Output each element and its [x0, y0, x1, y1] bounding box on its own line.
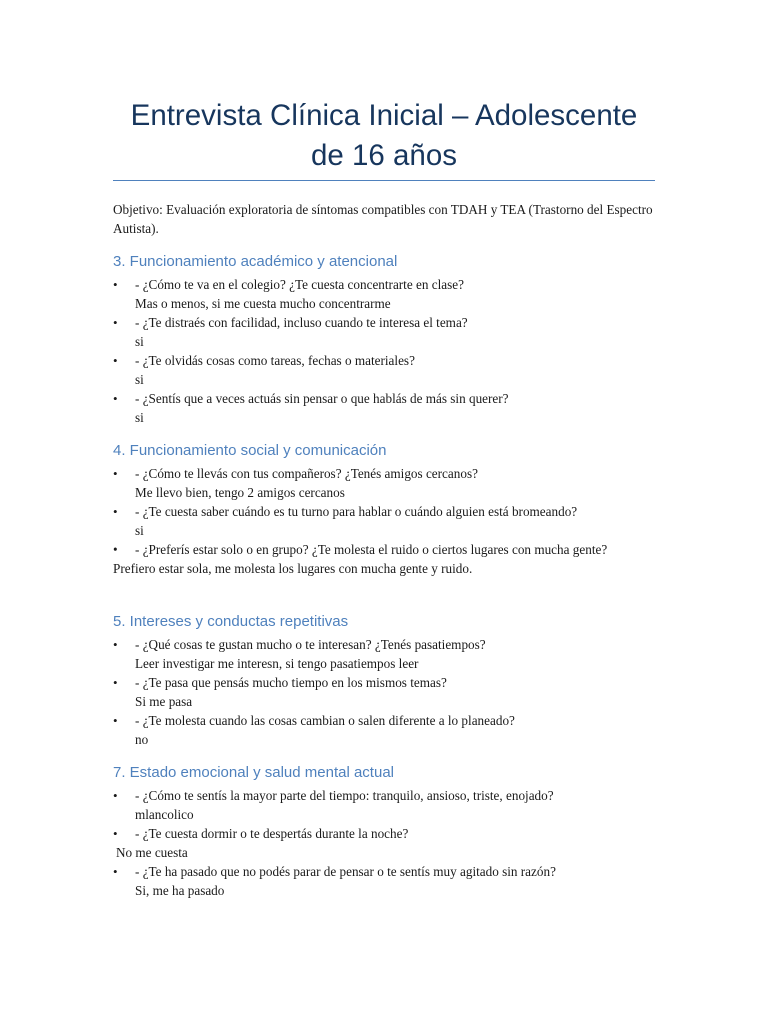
- question-item: [113, 862, 673, 881]
- bullet-icon: •: [113, 315, 118, 330]
- question-text: - ¿Qué cosas te gustan mucho o te interesan? ¿Tenés pasatiempos?: [135, 637, 486, 652]
- answer-text: Si, me ha pasado: [135, 883, 225, 898]
- question-item: [113, 635, 673, 654]
- answer-text: si: [135, 523, 144, 538]
- bullet-icon: •: [113, 504, 118, 519]
- question-item: [113, 824, 673, 843]
- answer-text: No me cuesta: [116, 845, 188, 860]
- question-text: - ¿Te olvidás cosas como tareas, fechas o materiales?: [135, 353, 415, 368]
- section-interests: [113, 613, 673, 749]
- bullet-icon: •: [113, 713, 118, 728]
- question-text: - ¿Cómo te sentís la mayor parte del tiempo: tranquilo, ansioso, triste, enojado?: [135, 788, 554, 803]
- question-text: - ¿Te ha pasado que no podés parar de pensar o te sentís muy agitado sin razón?: [135, 864, 556, 879]
- question-text: - ¿Preferís estar solo o en grupo? ¿Te molesta el ruido o ciertos lugares con mucha gente?: [135, 542, 608, 557]
- bullet-icon: •: [113, 542, 118, 557]
- bullet-icon: •: [113, 353, 118, 368]
- question-item: [113, 389, 673, 408]
- section-heading: 7. Estado emocional y salud mental actual: [113, 764, 394, 781]
- section-heading: 5. Intereses y conductas repetitivas: [113, 613, 349, 630]
- answer-text: si: [135, 410, 144, 425]
- question-item: [113, 351, 673, 370]
- answer-text: mlancolico: [135, 807, 194, 822]
- question-item: [113, 313, 673, 332]
- objective-text: Objetivo: Evaluación exploratoria de síntomas compatibles con TDAH y TEA (Trastorno del Espectro Autista).: [113, 202, 653, 236]
- question-text: - ¿Sentís que a veces actuás sin pensar o que hablás de más sin querer?: [135, 391, 509, 406]
- question-item: [113, 673, 673, 692]
- bullet-icon: •: [113, 864, 118, 879]
- bullet-icon: •: [113, 277, 118, 292]
- answer-text: si: [135, 334, 144, 349]
- question-item: [113, 464, 673, 483]
- question-item: [113, 275, 673, 294]
- question-item: [113, 540, 673, 559]
- bullet-icon: •: [113, 675, 118, 690]
- section-heading: 3. Funcionamiento académico y atencional: [113, 253, 398, 270]
- question-text: - ¿Cómo te llevás con tus compañeros? ¿Tenés amigos cercanos?: [135, 466, 478, 481]
- bullet-icon: •: [113, 466, 118, 481]
- answer-text: si: [135, 372, 144, 387]
- question-text: - ¿Te distraés con facilidad, incluso cuando te interesa el tema?: [135, 315, 468, 330]
- question-text: - ¿Te cuesta saber cuándo es tu turno para hablar o cuándo alguien está bromeando?: [135, 504, 578, 519]
- title-underline: [113, 180, 655, 181]
- bullet-icon: •: [113, 391, 118, 406]
- section-heading: 4. Funcionamiento social y comunicación: [113, 442, 387, 459]
- question-text: - ¿Cómo te va en el colegio? ¿Te cuesta concentrarte en clase?: [135, 277, 464, 292]
- bullet-icon: •: [113, 788, 118, 803]
- answer-text: Prefiero estar sola, me molesta los lugares con mucha gente y ruido.: [113, 561, 473, 576]
- bullet-icon: •: [113, 637, 118, 652]
- answer-text: Si me pasa: [135, 694, 193, 709]
- answer-text: Me llevo bien, tengo 2 amigos cercanos: [135, 485, 345, 500]
- question-item: [113, 502, 673, 521]
- answer-text: no: [135, 732, 149, 747]
- section-academic: [113, 253, 673, 427]
- question-item: [113, 711, 673, 730]
- answer-text: Leer investigar me interesn, si tengo pasatiempos leer: [135, 656, 419, 671]
- question-text: - ¿Te pasa que pensás mucho tiempo en los mismos temas?: [135, 675, 447, 690]
- question-text: - ¿Te cuesta dormir o te despertás durante la noche?: [135, 826, 409, 841]
- question-item: [113, 786, 673, 805]
- section-emotional: [113, 764, 673, 900]
- answer-text: Mas o menos, si me cuesta mucho concentrarme: [135, 296, 391, 311]
- section-social: [113, 442, 673, 578]
- bullet-icon: •: [113, 826, 118, 841]
- question-text: - ¿Te molesta cuando las cosas cambian o salen diferente a lo planeado?: [135, 713, 515, 728]
- document-title: Entrevista Clínica Inicial – Adolescente de 16 años: [130, 99, 638, 172]
